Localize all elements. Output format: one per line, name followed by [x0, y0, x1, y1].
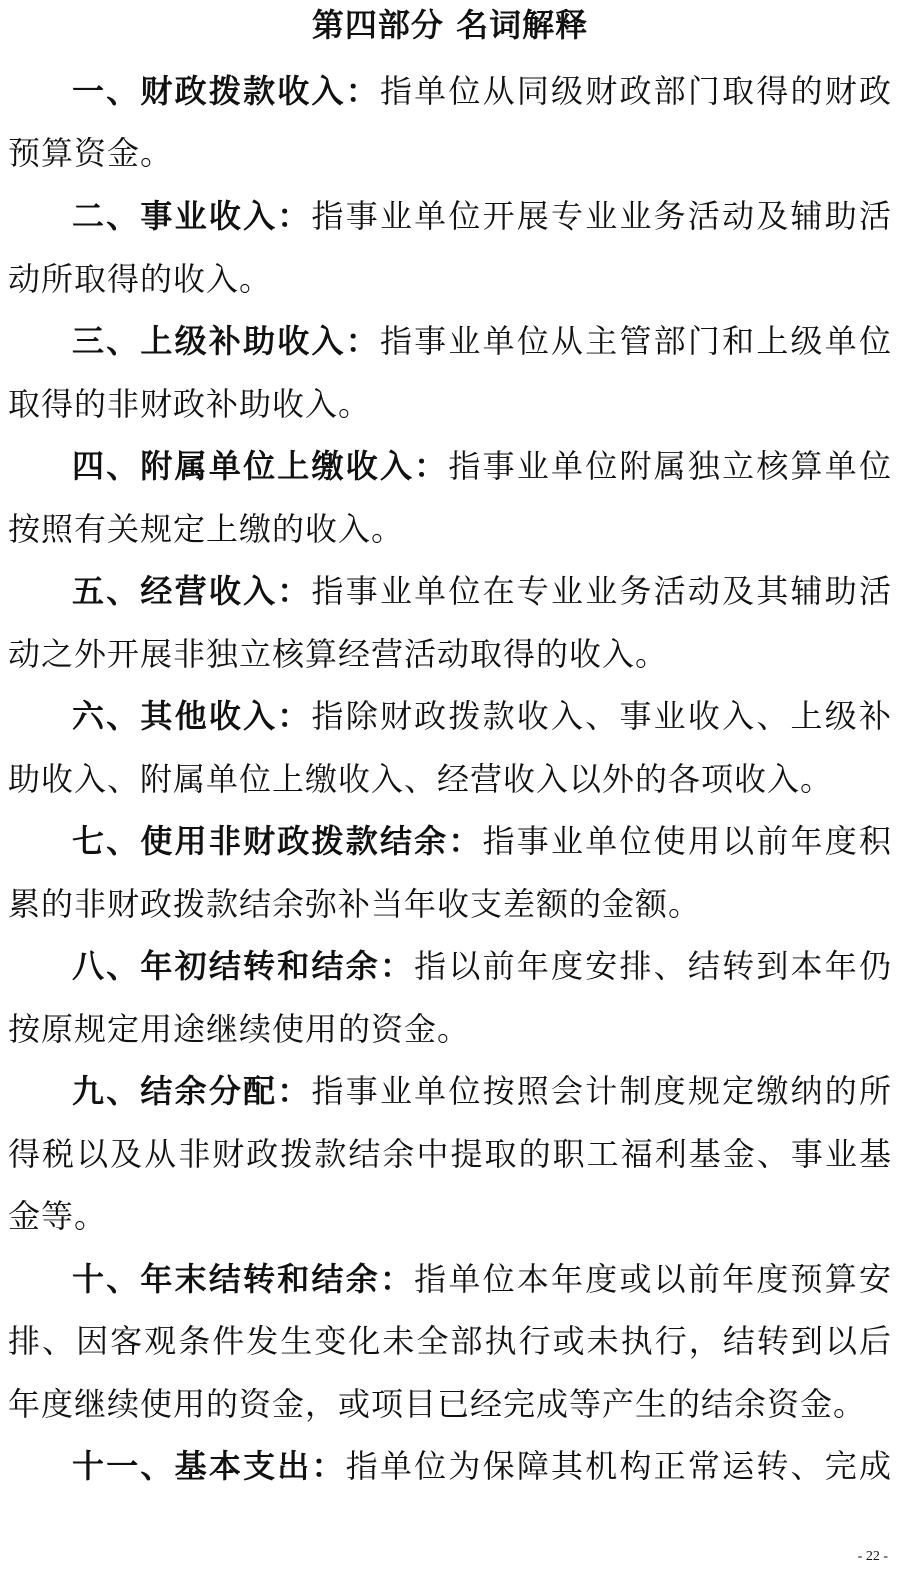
entry-7-text: 指事业单位使用以前年度积 [482, 822, 892, 860]
entry-7-line-1 [72, 818, 892, 864]
entry-11-text: 指单位为保障其机构正常运转、完成 [345, 1447, 892, 1485]
entry-8-line-2: 按原规定用途继续使用的资金。 [8, 1010, 471, 1048]
entry-11-line-1 [72, 1443, 892, 1489]
entry-10-line-1 [72, 1256, 892, 1302]
entry-7-line-2: 累的非财政拨款结余弥补当年收支差额的金额。 [8, 885, 702, 923]
page-title: 第四部分 名词解释 [311, 6, 589, 44]
entry-4-text: 指事业单位附属独立核算单位 [448, 447, 892, 485]
entry-5-text: 指事业单位在专业业务活动及其辅助活 [311, 572, 892, 610]
page-number: - 22 - [857, 1549, 888, 1564]
entry-9-line-3: 金等。 [8, 1197, 108, 1235]
entry-9-text: 指事业单位按照会计制度规定缴纳的所 [311, 1072, 892, 1110]
entry-10-line-3: 年度继续使用的资金，或项目已经完成等产生的结余资金。 [8, 1385, 867, 1423]
entry-2-line-2: 动所取得的收入。 [8, 260, 273, 298]
entry-1-line-2: 预算资金。 [8, 134, 174, 172]
entry-7-term: 七、使用非财政拨款结余： [72, 822, 483, 860]
entry-3-term: 三、上级补助收入： [72, 322, 380, 360]
entry-2-term: 二、事业收入： [72, 197, 312, 235]
entry-10-term: 十、年末结转和结余： [72, 1260, 415, 1298]
entry-3-line-1 [72, 318, 892, 364]
entry-4-term: 四、附属单位上缴收入： [72, 447, 449, 485]
entry-1-line-1 [72, 68, 892, 114]
entry-2-text: 指事业单位开展专业业务活动及辅助活 [311, 197, 892, 235]
entry-9-line-1 [72, 1068, 892, 1114]
entry-8-term: 八、年初结转和结余： [72, 947, 415, 985]
entry-3-line-2: 取得的非财政补助收入。 [8, 385, 372, 423]
entry-6-line-2: 助收入、附属单位上缴收入、经营收入以外的各项收入。 [8, 760, 834, 798]
entry-11-term: 十一、基本支出： [72, 1447, 346, 1485]
entry-5-line-1 [72, 568, 892, 614]
entry-4-line-1 [72, 443, 892, 489]
entry-4-line-2: 按照有关规定上缴的收入。 [8, 510, 405, 548]
entry-6-line-1 [72, 693, 892, 739]
entry-5-line-2: 动之外开展非独立核算经营活动取得的收入。 [8, 635, 669, 673]
entry-9-line-2: 得税以及从非财政拨款结余中提取的职工福利基金、事业基 [8, 1135, 892, 1173]
entry-6-text: 指除财政拨款收入、事业收入、上级补 [311, 697, 892, 735]
entry-1-text: 指单位从同级财政部门取得的财政 [379, 72, 892, 110]
entry-5-term: 五、经营收入： [72, 572, 312, 610]
entry-10-text: 指单位本年度或以前年度预算安 [414, 1260, 892, 1298]
entry-3-text: 指事业单位从主管部门和上级单位 [379, 322, 892, 360]
entry-2-line-1 [72, 193, 892, 239]
entry-8-line-1 [72, 943, 892, 989]
entry-1-term: 一、财政拨款收入： [72, 72, 380, 110]
entry-8-text: 指以前年度安排、结转到本年仍 [414, 947, 892, 985]
entry-6-term: 六、其他收入： [72, 697, 312, 735]
entry-10-line-2: 排、因客观条件发生变化未全部执行或未执行，结转到以后 [8, 1322, 892, 1360]
entry-9-term: 九、结余分配： [72, 1072, 312, 1110]
